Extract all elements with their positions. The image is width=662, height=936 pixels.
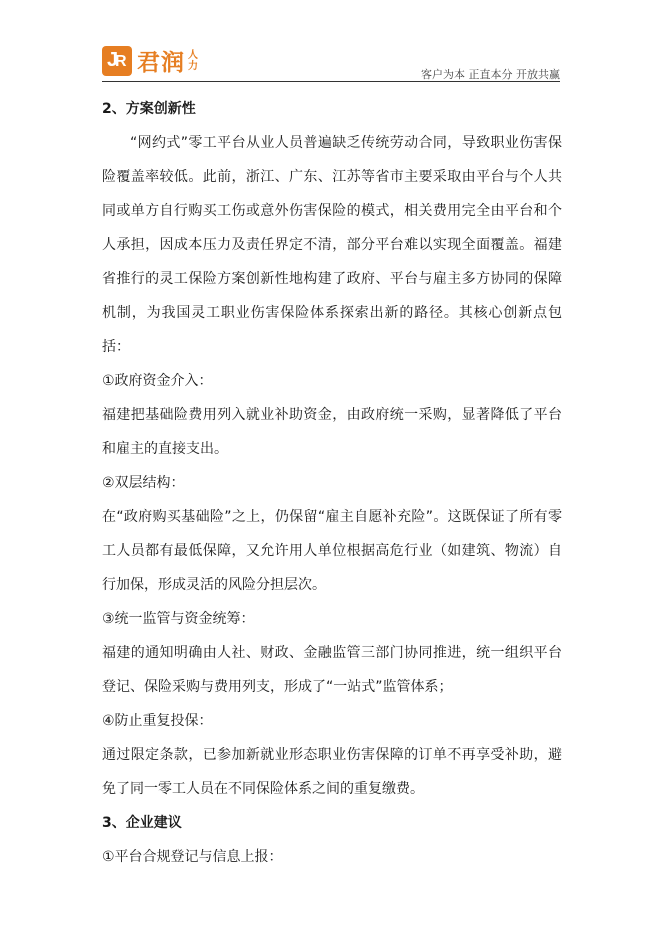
item-text: 福建的通知明确由人社、财政、金融监管三部门协同推进，统一组织平台登记、保险采购与费用列支，形成了“一站式”监管体系； bbox=[102, 645, 562, 695]
logo-sub-char: 人 bbox=[188, 49, 198, 61]
logo-mark-letter-j: J bbox=[107, 48, 119, 71]
section-heading: 2、方案创新性 bbox=[102, 101, 196, 117]
header-slogan: 客户为本 正直本分 开放共赢 bbox=[421, 68, 560, 81]
item-text: 在“政府购买基础险”之上，仍保留“雇主自愿补充险”。这既保证了所有零工人员都有最低保障，又允许用人单位根据高危行业（如建筑、物流）自行加保，形成灵活的风险分担层次。 bbox=[102, 509, 562, 593]
item-text: 通过限定条款，已参加新就业形态职业伤害保障的订单不再享受补助，避免了同一零工人员在不同保险体系之间的重复缴费。 bbox=[102, 747, 562, 797]
header-divider bbox=[102, 81, 560, 82]
logo-mark-icon bbox=[102, 46, 132, 76]
company-logo bbox=[102, 44, 198, 77]
item-title: ①平台合规登记与信息上报： bbox=[102, 849, 283, 865]
logo-mark-letter-r: R bbox=[115, 52, 127, 70]
item-title: ②双层结构： bbox=[102, 475, 185, 491]
document-body bbox=[102, 92, 562, 874]
item-title: ④防止重复投保： bbox=[102, 713, 213, 729]
item-title: ③统一监管与资金统筹： bbox=[102, 611, 255, 627]
page-header bbox=[102, 44, 560, 82]
item-title: ①政府资金介入： bbox=[102, 373, 213, 389]
logo-name: 君润 bbox=[137, 50, 185, 76]
intro-paragraph: “网约式”零工平台从业人员普遍缺乏传统劳动合同，导致职业伤害保险覆盖率较低。此前，浙江、广东、江苏等省市主要采取由平台与个人共同或单方自行购买工伤或意外伤害保险的模式，相关费用完全由平台和个人承担，因成本压力及责任界定不清，部分平台难以实现全面覆盖。福建省推行的灵工保险方案创新性地构建了政府、平台与雇主多方协同的保障机制，为我国灵工职业伤害保险体系探索出新的路径。其核心创新点包括： bbox=[102, 135, 562, 355]
logo-sub-char: 力 bbox=[188, 60, 198, 72]
logo-sub bbox=[188, 50, 198, 72]
item-text: 福建把基础险费用列入就业补助资金，由政府统一采购，显著降低了平台和雇主的直接支出。 bbox=[102, 407, 562, 457]
section-heading: 3、企业建议 bbox=[102, 815, 182, 831]
